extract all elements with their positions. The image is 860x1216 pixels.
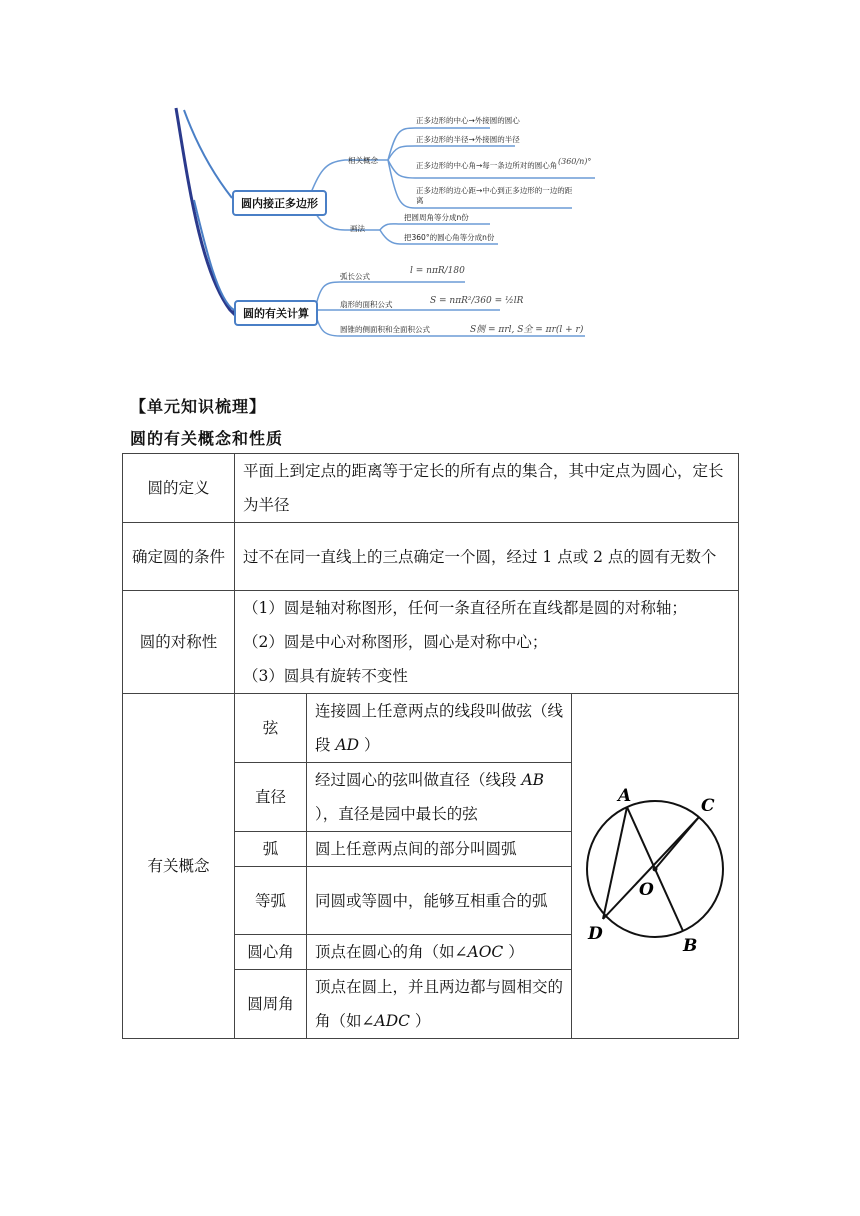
mind-concept-3: 正多边形的中心角→每一条边所对的圆心角 (416, 161, 558, 170)
table-row (123, 454, 739, 523)
concept-term-chord: 弦 (235, 694, 307, 763)
row-label-concepts: 有关概念 (123, 694, 235, 1039)
mind-drawing-1: 把圆周角等分成n份 (404, 213, 469, 222)
table-row (123, 694, 739, 763)
concept-term-inscribed-angle: 圆周角 (235, 970, 307, 1039)
row-label-definition: 圆的定义 (123, 454, 235, 523)
mind-drawing-2: 把360°的圆心角等分成n份 (404, 233, 495, 242)
mind-branch-concepts: 相关概念 (348, 156, 378, 165)
definition-text: 平面上到定点的距离等于定长的所有点的集合，其中定点为圆心，定长为半径 (235, 454, 739, 523)
point-label-b: B (683, 936, 698, 956)
mind-concept-4: 正多边形的边心距→中心到正多边形的一边的距离 (416, 186, 573, 205)
mind-concept-2: 正多边形的半径→外接圆的半径 (416, 135, 520, 144)
symmetry-line-2: （2）圆是中心对称图形，圆心是对称中心； (243, 633, 548, 651)
symmetry-line-1: （1）圆是轴对称图形，任何一条直径所在直线都是圆的对称轴； (243, 599, 687, 617)
table-row (123, 591, 739, 694)
point-label-o: O (639, 880, 654, 900)
point-label-c: C (701, 796, 715, 816)
knowledge-table (122, 453, 739, 1039)
mind-node-circle-calculation: 圆的有关计算 (234, 300, 318, 326)
mind-node-inscribed-polygon: 圆内接正多边形 (232, 190, 327, 216)
point-label-a: A (618, 786, 632, 806)
concept-desc-diameter: 经过圆心的弦叫做直径（线段 AB ），直径是园中最长的弦 (307, 763, 572, 832)
concept-term-equal-arc: 等弧 (235, 867, 307, 935)
concept-desc-arc: 圆上任意两点间的部分叫圆弧 (307, 832, 572, 867)
determine-text: 过不在同一直线上的三点确定一个圆，经过 1 点或 2 点的圆有无数个 (235, 523, 739, 591)
concept-term-central-angle: 圆心角 (235, 935, 307, 970)
mind-calc-arc-length-formula: l = nπR/180 (410, 266, 465, 276)
mind-calc-sector-area: 扇形的面积公式 (340, 300, 393, 309)
mind-calc-cone-area: 圆锥的侧面积和全面积公式 (340, 325, 430, 334)
mind-map-branches (160, 100, 620, 348)
circle-figure-cell (572, 694, 739, 1039)
concept-desc-central-angle: 顶点在圆心的角（如∠AOC ） (307, 935, 572, 970)
concept-desc-equal-arc: 同圆或等圆中，能够互相重合的弧 (307, 867, 572, 935)
symmetry-line-3: （3）圆具有旋转不变性 (243, 667, 408, 685)
table-heading: 圆的有关概念和性质 (130, 429, 284, 448)
mind-calc-sector-formula: S = nπR²/360 = ½lR (430, 296, 524, 306)
concept-desc-chord: 连接圆上任意两点的线段叫做弦（线段 AD ） (307, 694, 572, 763)
concept-term-diameter: 直径 (235, 763, 307, 832)
mind-map (160, 100, 620, 348)
table-row (123, 523, 739, 591)
concept-term-arc: 弧 (235, 832, 307, 867)
mind-calc-cone-formula: S侧 = πrl, S全 = πr(l + r) (470, 325, 584, 335)
mind-central-angle-formula: (360/n)° (558, 157, 592, 166)
mind-concept-1: 正多边形的中心→外接圆的圆心 (416, 116, 520, 125)
circle-figure (575, 769, 735, 959)
symmetry-text (235, 591, 739, 694)
section-heading: 【单元知识梳理】 (130, 397, 267, 416)
mind-branch-drawing: 画法 (350, 224, 365, 233)
mind-calc-arc-length: 弧长公式 (340, 272, 370, 281)
point-label-d: D (588, 924, 603, 944)
row-label-determine: 确定圆的条件 (123, 523, 235, 591)
concept-desc-inscribed-angle: 顶点在圆上，并且两边都与圆相交的角（如∠ADC ） (307, 970, 572, 1039)
row-label-symmetry: 圆的对称性 (123, 591, 235, 694)
